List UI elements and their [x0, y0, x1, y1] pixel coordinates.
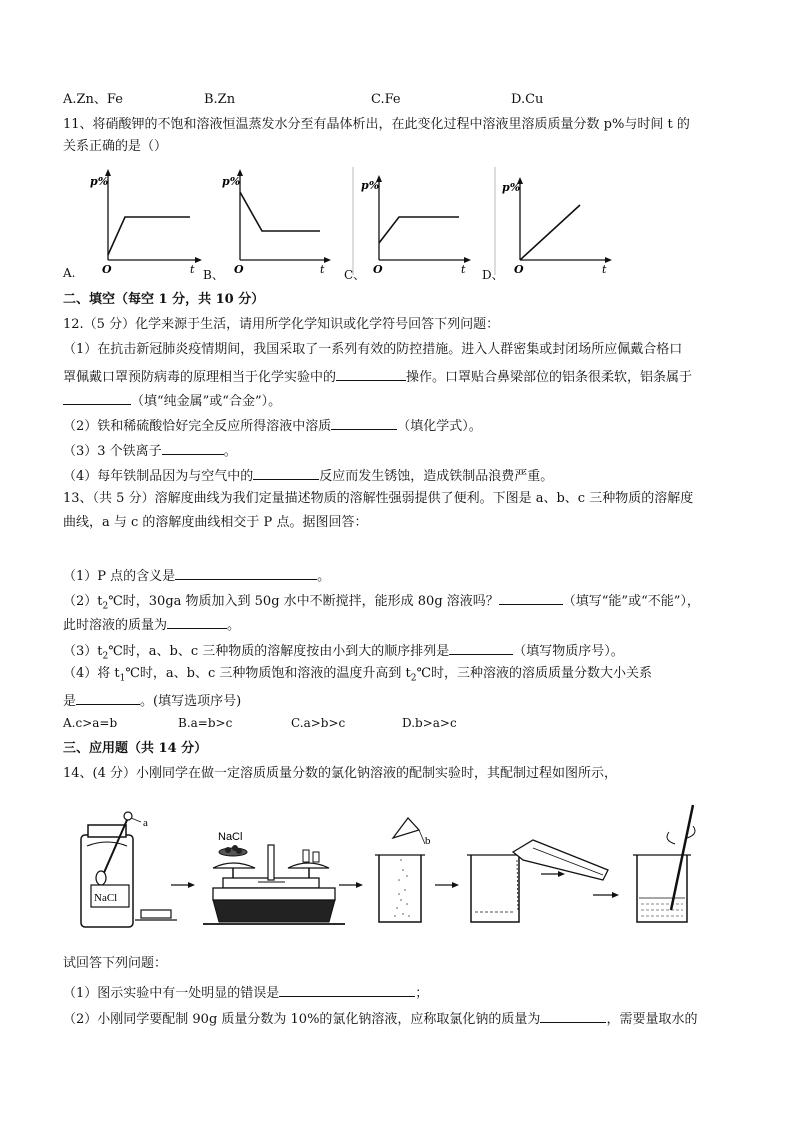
graph-a-label: A. — [63, 266, 76, 280]
q14-p1 — [63, 982, 428, 1003]
q13-p4-text-e: 。(填写选项序号) — [140, 694, 242, 709]
q10-option-a: A.Zn、Fe — [63, 92, 123, 107]
answer-blank[interactable] — [449, 640, 513, 655]
fig-label-a: a — [143, 817, 148, 829]
q13-option-d: D.b>a>c — [402, 716, 457, 730]
q13-stem-line2: 曲线，a 与 c 的溶解度曲线相交于 P 点。据图回答： — [63, 515, 368, 530]
answer-blank[interactable] — [63, 390, 131, 405]
q13-p2-text-d: 。 — [227, 618, 241, 633]
reagent-jar-illustration — [81, 812, 177, 927]
answer-blank[interactable] — [253, 465, 319, 480]
q14-ask: 试回答下列问题： — [63, 956, 168, 971]
graph-a-xlabel: t — [190, 263, 195, 276]
graph-b — [212, 165, 337, 280]
q12-p3-text-a: （3）3 个铁离子 — [63, 444, 162, 459]
q13-option-a: A.c>a=b — [63, 716, 118, 730]
q12-p2-text-a: （2）铁和稀硫酸恰好完全反应所得溶液中溶质 — [63, 419, 332, 434]
q13-p4-text-b: ℃时，a、b、c 三种物质饱和溶液的温度升高到 t — [125, 666, 411, 681]
pouring-cylinder-illustration — [467, 840, 608, 922]
q13-option-b: B.a=b>c — [178, 716, 233, 730]
section-2-title: 二、填空（每空 1 分，共 10 分） — [63, 292, 265, 307]
q11-stem-line1: 11、将硝酸钾的不饱和溶液恒温蒸发水分至有晶体析出，在此变化过程中溶液里溶质质量分数 p%与时间 t 的 — [63, 117, 690, 132]
graph-c-curve — [379, 217, 459, 243]
q12-p4 — [63, 465, 553, 486]
graph-a — [80, 165, 205, 280]
q13-p2-text-b: （填写“能”或“不能”）， — [562, 594, 700, 609]
answer-blank[interactable] — [76, 690, 140, 705]
stirring-beaker-illustration — [633, 805, 695, 922]
graph-a-origin: O — [102, 263, 112, 276]
balance-scale-illustration — [203, 831, 345, 924]
q10-option-b: B.Zn — [204, 92, 236, 107]
q13-p3-sub: 2 — [102, 651, 109, 662]
q13-p3-t: （3）t — [63, 644, 103, 659]
graph-b-ylabel: p% — [222, 175, 241, 188]
graph-c-xlabel: t — [461, 263, 466, 276]
q10-option-d: D.Cu — [511, 92, 544, 107]
graph-d-curve — [520, 205, 580, 260]
beaker-with-paper-illustration — [375, 818, 431, 922]
q13-p1-text-b: 。 — [317, 569, 331, 584]
q12-p3 — [63, 440, 237, 461]
graph-d-origin: O — [514, 263, 524, 276]
q13-p2-line2 — [63, 614, 240, 635]
graph-d — [492, 165, 617, 280]
answer-blank[interactable] — [331, 415, 397, 430]
q13-p2-t: （2）t — [63, 594, 103, 609]
graph-b-label: B、 — [203, 268, 224, 282]
q13-p1-text-a: （1）P 点的含义是 — [63, 569, 176, 584]
answer-blank[interactable] — [175, 565, 317, 580]
fig-label-nacl-jar: NaCl — [94, 892, 118, 904]
q13-p2-text-a: ℃时，30ga 物质加入到 50g 水中不断搅拌，能形成 80g 溶液吗？ — [108, 594, 499, 609]
q12-p1-text-b: 操作。口罩贴合鼻梁部位的铝条很柔软，铝条属于 — [406, 370, 693, 385]
graph-c — [351, 165, 476, 280]
q12-p1-line1: （1）在抗击新冠肺炎疫情期间，我国采取了一系列有效的防控措施。进入人群密集或封闭场所应佩戴合格口 — [63, 342, 683, 357]
q13-p4-sub1: 1 — [119, 673, 126, 684]
q13-p4-text-d: 是 — [63, 694, 77, 709]
graph-d-ylabel: p% — [502, 181, 521, 194]
answer-blank[interactable] — [540, 1008, 606, 1023]
q14-stem: 14、(4 分）小刚同学在做一定溶质质量分数的氯化钠溶液的配制实验时，其配制过程如图所示， — [63, 766, 618, 781]
q13-p2-text-c: 此时溶液的质量为 — [63, 618, 168, 633]
q14-p2 — [63, 1008, 697, 1029]
q13-p4-text-a: （4）将 t — [63, 666, 120, 681]
q13-stem-line1: 13、（共 5 分）溶解度曲线为我们定量描述物质的溶解性强弱提供了便利。下图是 a、b、c 三种物质的溶解度 — [63, 491, 694, 506]
q12-p1-line3 — [63, 390, 281, 411]
q14-p2-text-b: ，需要量取水的 — [606, 1012, 698, 1027]
answer-blank[interactable] — [499, 590, 563, 605]
q14-p1-text-b: ； — [415, 986, 429, 1001]
graph-b-origin: O — [234, 263, 244, 276]
q13-p3-text-b: （填写物质序号）。 — [513, 644, 624, 659]
graph-d-label: D、 — [482, 268, 504, 282]
q13-p3 — [63, 640, 624, 666]
graph-a-ylabel: p% — [90, 175, 109, 188]
section-3-title: 三、应用题（共 14 分） — [63, 741, 208, 756]
q12-p4-text-b: 反应而发生锈蚀，造成铁制品浪费严重。 — [319, 469, 554, 484]
q13-p4-sub2: 2 — [410, 673, 417, 684]
q12-p2 — [63, 415, 482, 436]
q12-p2-text-b: （填化学式）。 — [397, 419, 482, 434]
q12-stem: 12.（5 分）化学来源于生活，请用所学化学知识或化学符号回答下列问题： — [63, 317, 500, 332]
q13-p4-text-c: ℃时，三种溶液的溶质质量分数大小关系 — [416, 666, 653, 681]
q13-option-c: C.a>b>c — [291, 716, 346, 730]
q13-p2-sub: 2 — [102, 601, 109, 612]
q12-p1-line2 — [63, 366, 692, 387]
graph-c-origin: O — [373, 263, 383, 276]
q14-figure — [63, 800, 743, 940]
answer-blank[interactable] — [162, 440, 224, 455]
q12-p3-text-b: 。 — [223, 444, 237, 459]
q13-p1 — [63, 565, 330, 586]
q13-p4-line2 — [63, 690, 241, 711]
answer-blank[interactable] — [279, 982, 415, 997]
q13-p3-text-a: ℃时，a、b、c 三种物质的溶解度按由小到大的顺序排列是 — [108, 644, 450, 659]
fig-label-nacl-scale: NaCl — [218, 831, 243, 843]
q13-p4-line1 — [63, 665, 652, 688]
graph-a-curve — [108, 217, 190, 255]
q13-p2-line1 — [63, 590, 700, 616]
q14-p2-text-a: （2）小刚同学要配制 90g 质量分数为 10%的氯化钠溶液，应称取氯化钠的质量为 — [63, 1012, 541, 1027]
q11-stem-line2: 关系正确的是（） — [63, 139, 168, 154]
graph-b-xlabel: t — [320, 263, 325, 276]
answer-blank[interactable] — [336, 366, 406, 381]
graph-c-ylabel: p% — [361, 179, 380, 192]
q12-p1-text-c: （填“纯金属”或“合金”）。 — [131, 394, 282, 409]
q12-p4-text-a: （4）每年铁制品因为与空气中的 — [63, 469, 254, 484]
graph-d-xlabel: t — [602, 263, 607, 276]
answer-blank[interactable] — [167, 614, 227, 629]
graph-c-label: C、 — [344, 268, 366, 282]
q12-p1-text-a: 罩佩戴口罩预防病毒的原理相当于化学实验中的 — [63, 370, 337, 385]
q10-option-c: C.Fe — [371, 92, 401, 107]
fig-label-b: b — [425, 835, 431, 847]
q14-p1-text-a: （1）图示实验中有一处明显的错误是 — [63, 986, 280, 1001]
graph-b-curve — [240, 192, 320, 231]
